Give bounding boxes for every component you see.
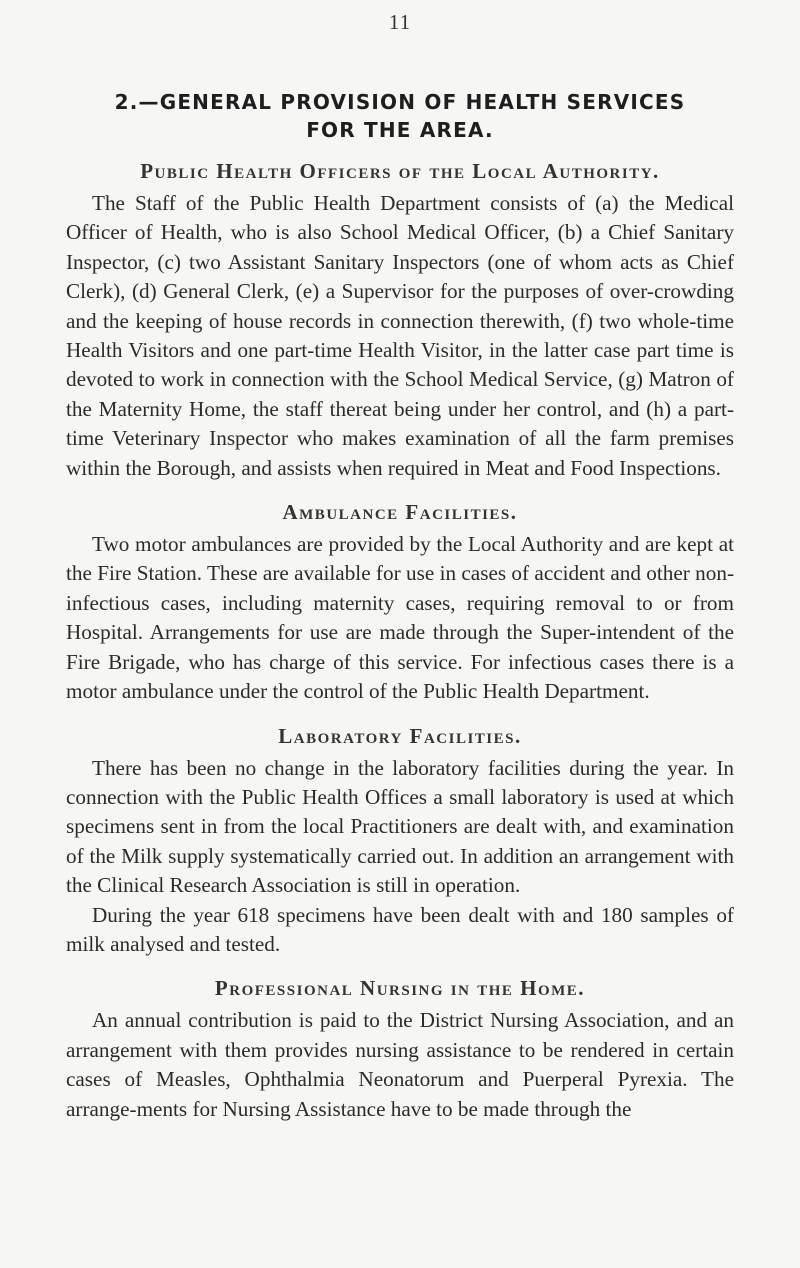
section-laboratory-facilities [66,721,734,960]
section-ambulance-facilities [66,497,734,706]
paragraph: During the year 618 specimens have been dealt with and 180 samples of milk analysed and tested. [66,902,734,956]
section-heading: Professional Nursing in the Home. [214,976,586,1001]
section-heading: Ambulance Facilities. [282,500,518,525]
chapter-title-line-2: FOR THE AREA. [306,118,494,142]
section-professional-nursing [66,973,734,1124]
paragraph: The Staff of the Public Health Department consists of (a) the Medical Officer of Health, who is also School Medical Officer, (b) a Chief Sanitary Inspector, (c) two Assistant Sanitary Inspectors (one of whom acts as Chief Clerk), (d) General Clerk, (e) a Supervisor for the purposes of over-crowding and the keeping of house records in connection therewith, (f) two whole-time Health Visitors and one part-time Health Visitor, in the latter case part time is devoted to work in connection with the School Medical Service, (g) Matron of the Maternity Home, the staff thereat being under her control, and (h) a part-time Veterinary Inspector who makes examination of all the farm premises within the Borough, and assists when required in Meat and Food Inspections. [66,191,734,480]
paragraph: There has been no change in the laboratory facilities during the year. In connection with the Public Health Offices a small laboratory is used at which specimens sent in from the local Practitioners are dealt with, and examination of the Milk supply systematically carried out. In addition an arrangement with the Clinical Research Association is still in operation. [66,755,734,898]
section-heading: Public Health Officers of the Local Authority. [140,159,660,183]
chapter-title [66,88,734,144]
paragraph: Two motor ambulances are provided by the Local Authority and are kept at the Fire Station. These are available for use in cases of accident and other non-infectious cases, including maternity cases, requiring removal to or from Hospital. Arrangements for use are made through the Super-intendent of the Fire Brigade, who has charge of this service. For infectious cases there is a motor ambulance under the control of the Public Health Department. [66,532,734,704]
chapter-title-line-1: 2.—GENERAL PROVISION OF HEALTH SERVICES [114,90,686,114]
paragraph: An annual contribution is paid to the District Nursing Association, and an arrangement with them provides nursing assistance to be rendered in certain cases of Measles, Ophthalmia Neonatorum and Puerperal Pyrexia. The arrange-ments for Nursing Assistance have to be made through the [66,1008,734,1121]
section-public-health-officers [66,156,734,483]
section-heading: Laboratory Facilities. [278,723,522,748]
page-number: 11 [388,10,412,34]
